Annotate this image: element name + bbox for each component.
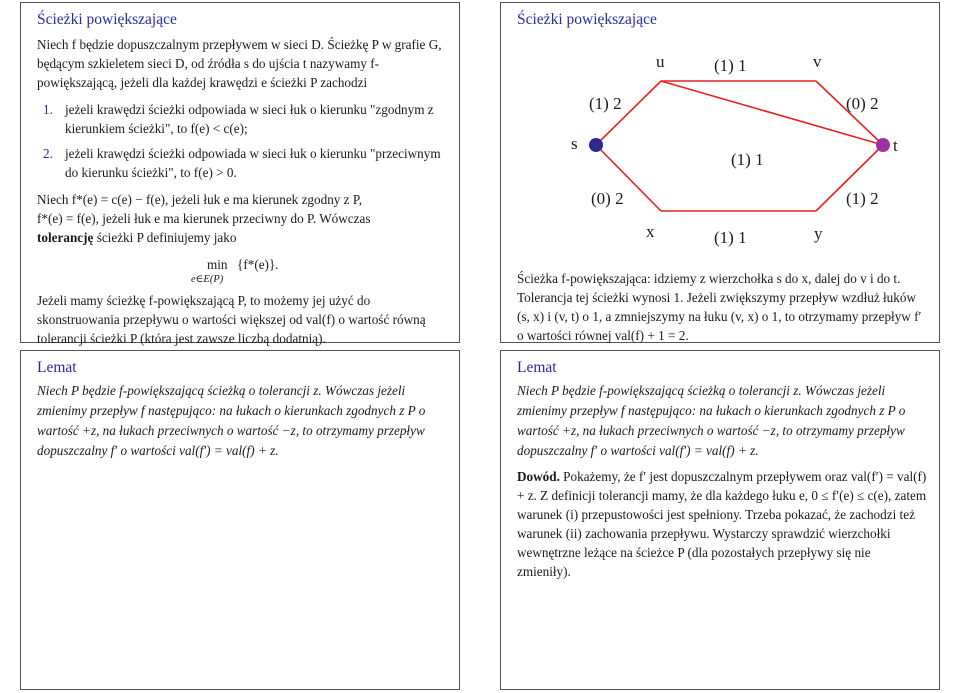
node-label-x: x	[646, 222, 655, 241]
definition-line: Niech f*(e) = c(e) − f(e), jeżeli łuk e ma kierunek zgodny z P,	[37, 192, 363, 207]
edge-label-sx: (0) 2	[591, 189, 624, 208]
list-number: 1.	[43, 102, 53, 117]
slide-augmenting-paths-definition	[20, 2, 460, 346]
list-item	[37, 100, 447, 138]
edge-s-u	[596, 81, 661, 145]
tolerance-term: tolerancję	[37, 230, 94, 245]
lemma-text: Niech P będzie f-powiększającą ścieżką o tolerancji z. Wówczas jeżeli zmienimy przepływ f następująco: na łukach o kierunkach zgodnych z P o wartość +z, na łukach przeciwnych o wartość −z, to otrzymamy przepływ dopuszczalny f′ o wartości val(f′) = val(f) + z.	[37, 383, 426, 458]
slide-augmenting-path-example	[500, 2, 940, 343]
slide-body	[37, 35, 447, 348]
edge-label-uv: (1) 1	[714, 56, 747, 75]
proof-paragraph	[517, 467, 927, 581]
node-label-u: u	[656, 52, 665, 71]
definition-line: f*(e) = f(e), jeżeli łuk e ma kierunek przeciwny do P. Wówczas	[37, 211, 371, 226]
example-caption: Ścieżka f-powiększająca: idziemy z wierzchołka s do x, dalej do v i do t. Tolerancja tej ścieżki wynosi 1. Jeżeli zwiększymy przepływ wzdłuż łuków (s, x) i (v, t) o 1, a zmniejszymy na łuku (v, x) o 1, to otrzymamy przepływ f′ o wartości równej val(f) + 1 = 2.	[517, 271, 922, 343]
source-node	[589, 138, 603, 152]
edge-label-vt: (0) 2	[846, 94, 879, 113]
definition-line	[37, 228, 447, 247]
slide-title: Lemat	[517, 359, 557, 376]
lemma-text: Niech P będzie f-powiększającą ścieżką o tolerancji z. Wówczas jeżeli zmienimy przepływ f następująco: na łukach o kierunkach zgodnych z P o wartość +z, na łukach przeciwnych o wartość −z, to otrzymamy przepływ dopuszczalny f′ o wartości val(f′) = val(f) + z.	[517, 383, 906, 458]
min-subscript: e∈E(P)	[191, 274, 224, 285]
edge-label-xy: (1) 1	[714, 228, 747, 247]
network-svg	[501, 33, 941, 253]
slide-title: Ścieżki powiększające	[517, 11, 657, 28]
slide-lemma-proof	[500, 350, 940, 690]
edge-label-yt: (1) 2	[846, 189, 879, 208]
intro-paragraph: Niech f będzie dopuszczalnym przepływem w sieci D. Ścieżkę P w grafie G, będącym szkieletem sieci D, od źródła s do ujścia t nazywamy f-powiększającą, jeżeli dla każdej krawędzi e ścieżki P zachodzi	[37, 37, 442, 90]
condition-list	[37, 100, 447, 182]
min-operator: min	[207, 257, 228, 272]
list-number: 2.	[43, 146, 53, 161]
definition-rest: ścieżki P definiujemy jako	[93, 230, 237, 245]
sink-node	[876, 138, 890, 152]
slide-title: Lemat	[37, 359, 77, 376]
min-argument: {f*(e)}.	[237, 257, 279, 272]
node-label-s: s	[571, 134, 578, 153]
edge-label-su: (1) 2	[589, 94, 622, 113]
list-item	[37, 144, 447, 182]
node-label-v: v	[813, 52, 822, 71]
slide-title: Ścieżki powiększające	[37, 11, 177, 28]
definition-paragraph	[37, 190, 447, 247]
list-text: jeżeli krawędzi ścieżki odpowiada w sieci łuk o kierunku "przeciwnym do kierunku ścieżki", to f(e) > 0.	[65, 146, 441, 180]
flow-network-diagram	[501, 33, 941, 258]
edge-label-ut: (1) 1	[731, 150, 764, 169]
node-label-t: t	[893, 136, 898, 155]
slide-body	[517, 381, 927, 581]
closing-paragraph: Jeżeli mamy ścieżkę f-powiększającą P, to możemy jej użyć do skonstruowania przepływu o wartości większej od val(f) o wartość równą tolerancji ścieżki P (która jest zawsze liczbą dodatnią).	[37, 293, 426, 346]
proof-text: Pokażemy, że f′ jest dopuszczalnym przepływem oraz val(f′) = val(f) + z. Z definicji tolerancji mamy, że dla każdego łuku e, 0 ≤ f′(e) ≤ c(e), zatem warunek (i) przepustowości jest spełniony. Trzeba pokazać, że zachodzi też warunek (ii) zachowania przepływu. Wystarczy sprawdzić wierzchołki wewnętrzne leżące na ścieżce P (dla pozostałych przepływy się nie zmieniły).	[517, 469, 927, 579]
proof-label: Dowód.	[517, 469, 560, 484]
slide-lemma	[20, 350, 460, 690]
list-text: jeżeli krawędzi ścieżki odpowiada w sieci łuk o kierunku "zgodnym z kierunkiem ścieżki", to f(e) < c(e);	[65, 102, 434, 136]
min-formula	[37, 255, 447, 287]
node-label-y: y	[814, 224, 823, 243]
